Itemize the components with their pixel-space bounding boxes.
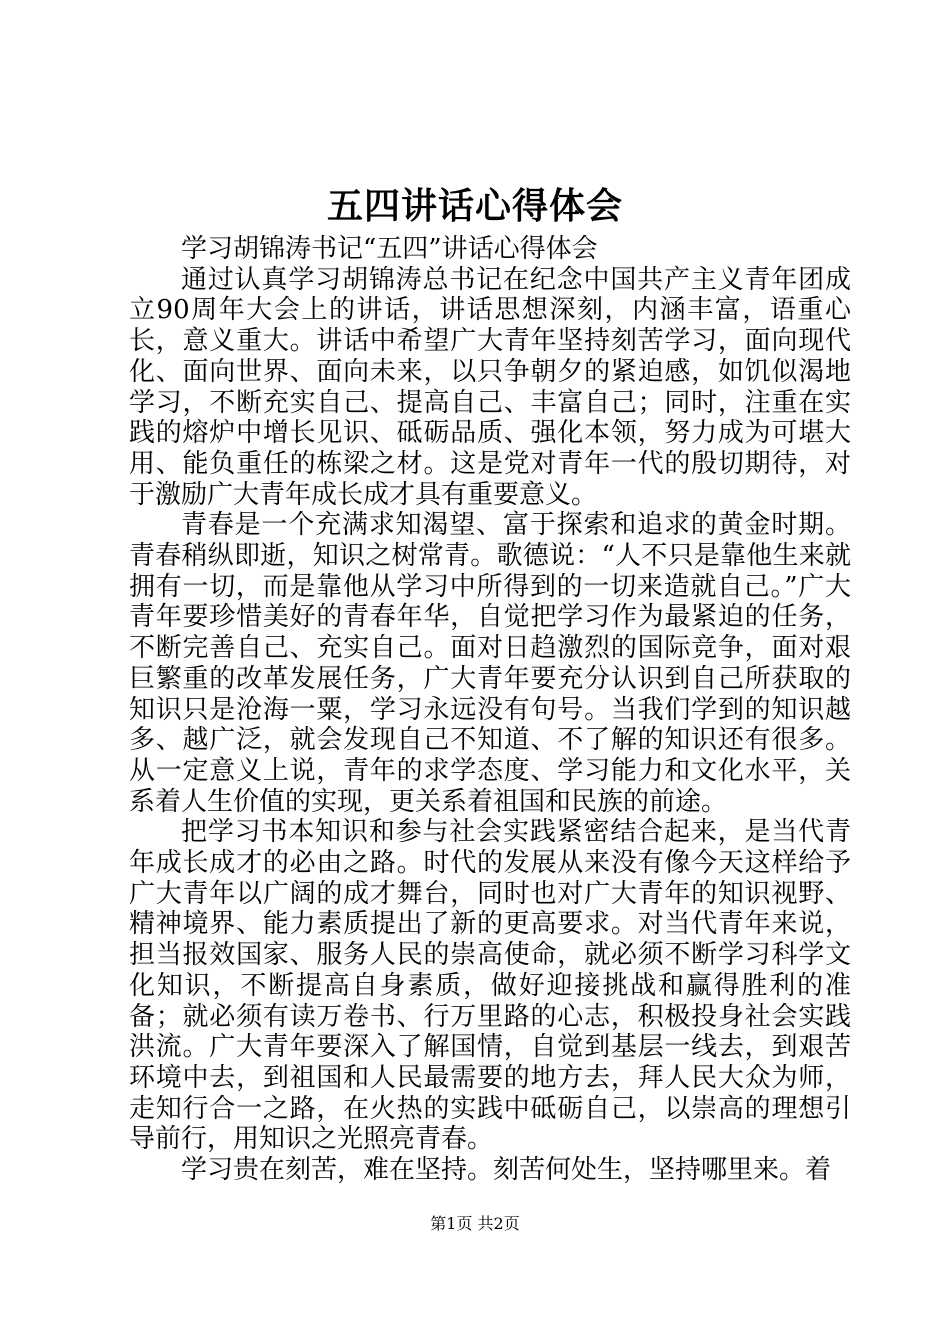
paragraph: 把学习书本知识和参与社会实践紧密结合起来，是当代青年成长成才的必由之路。时代的发展从来没有像今天这样给予广大青年以广阔的成才舞台，同时也对广大青年的知识视野、精神境界、能力素质提出了新的更高要求。对当代青年来说，担当报效国家、服务人民的崇高使命，就必须不断学习科学文化知识，不断提高自身素质，做好迎接挑战和赢得胜利的准备；就必须有读万卷书、行万里路的心志，积极投身社会实践洪流。广大青年要深入了解国情，自觉到基层一线去，到艰苦环境中去，到祖国和人民最需要的地方去，拜人民大众为师，走知行合一之路，在火热的实践中砥砺自己，以崇高的理想引导前行，用知识之光照亮青春。 (129, 817, 851, 1155)
paragraph-subtitle: 学习胡锦涛书记“五四”讲话心得体会 (181, 234, 598, 264)
document-title: 五四讲话心得体会 (326, 185, 623, 227)
paragraph: 学习贵在刻苦，难在坚持。刻苦何处生，坚持哪里来。着 (181, 1155, 832, 1186)
paragraph: 青春是一个充满求知渴望、富于探索和追求的黄金时期。青春稍纵即逝，知识之树常青。歌德说：“人不只是靠他生来就拥有一切，而是靠他从学习中所得到的一切来造就自己。”广大青年要珍惜美好的青春年华，自觉把学习作为最紧迫的任务，不断完善自己、充实自己。面对日趋激烈的国际竞争，面对艰巨繁重的改革发展任务，广大青年要充分认识到自己所获取的知识只是沧海一粟，学习永远没有句号。当我们学到的知识越多、越广泛，就会发现自己不知道、不了解的知识还有很多。从一定意义上说，青年的求学态度、学习能力和文化水平，关系着人生价值的实现，更关系着祖国和民族的前途。 (129, 510, 851, 817)
page-number-footer: 第1页 共2页 (430, 1214, 520, 1233)
document-body (129, 234, 851, 1186)
paragraph: 通过认真学习胡锦涛总书记在纪念中国共产主义青年团成立90周年大会上的讲话，讲话思想深刻，内涵丰富，语重心长，意义重大。讲话中希望广大青年坚持刻苦学习，面向现代化、面向世界、面向未来，以只争朝夕的紧迫感，如饥似渴地学习，不断充实自己、提高自己、丰富自己；同时，注重在实践的熔炉中增长见识、砥砺品质、强化本领，努力成为可堪大用、能负重任的栋梁之材。这是党对青年一代的殷切期待，对于激励广大青年成长成才具有重要意义。 (129, 264, 851, 510)
